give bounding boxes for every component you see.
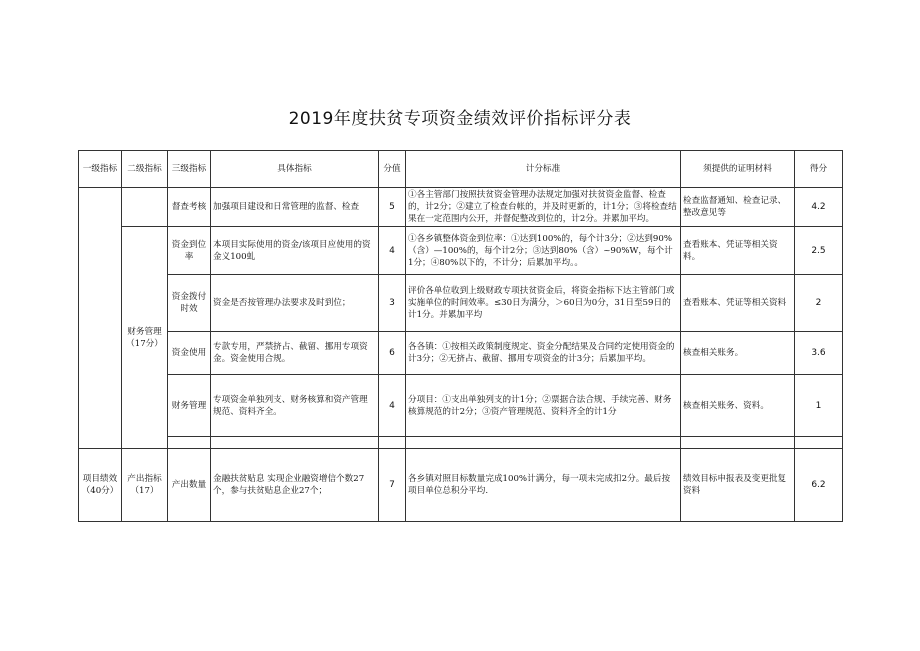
standard-cell: 各乡镇对照目标数量完成100%计满分，每一项未完成扣2分。最后按项目单位总积分平均. xyxy=(406,449,681,522)
level3-cell: 督查考核 xyxy=(168,188,211,227)
evidence-cell: 查看账本、凭证等相关资料 xyxy=(681,275,795,332)
level3-cell: 资金到位率 xyxy=(168,227,211,275)
spacer-row xyxy=(79,437,843,449)
header-points: 分值 xyxy=(379,151,406,188)
evidence-cell: 绩效目标申报表及变更批复资料 xyxy=(681,449,795,522)
level2-group-cell: 财务管理（17分） xyxy=(122,227,168,449)
indicator-cell: 专项资金单独列支、财务核算和资产管理规范、资料齐全。 xyxy=(211,375,379,437)
spacer-cell xyxy=(406,437,681,449)
page-title: 2019年度扶贫专项资金绩效评价指标评分表 xyxy=(288,109,632,129)
header-standard: 计分标准 xyxy=(406,151,681,188)
evidence-cell: 核查相关账务。 xyxy=(681,332,795,375)
standard-cell: ①各主管部门按照扶贫资金管理办法规定加强对扶贫资金监督、检查的，计2分；②建立了检查台帐的，并及时更新的，计1分；③将检查结果在一定范围内公开，并督促整改到位的，计2分。并累加平均。 xyxy=(406,188,681,227)
table-row xyxy=(79,227,843,275)
header-score: 得分 xyxy=(795,151,843,188)
level2-cell-empty xyxy=(122,188,168,227)
points-cell: 6 xyxy=(379,332,406,375)
score-table xyxy=(78,150,843,522)
indicator-cell: 加强项目建设和日常管理的监督、检查 xyxy=(211,188,379,227)
indicator-cell: 资金是否按管理办法要求及时到位； xyxy=(211,275,379,332)
points-cell: 4 xyxy=(379,375,406,437)
indicator-cell: 金融扶贫贴息 实现企业融资增信个数27个，参与扶贫贴息企业27个； xyxy=(211,449,379,522)
header-level3: 三级指标 xyxy=(168,151,211,188)
standard-cell: 各各镇：①按相关政策制度规定、资金分配结果及合同约定使用资金的计3分；②无挤占、截留、挪用专项资金的计3分；后累加平均。 xyxy=(406,332,681,375)
score-cell: 3.6 xyxy=(795,332,843,375)
level1-cell: 项目绩效（40分） xyxy=(79,449,122,522)
points-cell: 4 xyxy=(379,227,406,275)
header-level1: 一级指标 xyxy=(79,151,122,188)
points-cell: 7 xyxy=(379,449,406,522)
header-row xyxy=(79,151,843,188)
spacer-cell xyxy=(795,437,843,449)
points-cell: 3 xyxy=(379,275,406,332)
level3-cell: 产出数量 xyxy=(168,449,211,522)
level3-cell: 资金使用 xyxy=(168,332,211,375)
table-row xyxy=(79,375,843,437)
score-cell: 2.5 xyxy=(795,227,843,275)
indicator-cell: 本项目实际使用的资金/该项目应使用的资金义100虬 xyxy=(211,227,379,275)
table-row xyxy=(79,188,843,227)
header-indicator: 具体指标 xyxy=(211,151,379,188)
header-level2: 二级指标 xyxy=(122,151,168,188)
level2-cell: 产出指标（17） xyxy=(122,449,168,522)
spacer-cell xyxy=(681,437,795,449)
level3-cell: 财务管理 xyxy=(168,375,211,437)
indicator-cell: 专款专用，严禁挤占、截留、挪用专项资金。资金使用合规。 xyxy=(211,332,379,375)
spacer-cell xyxy=(211,437,379,449)
table-row xyxy=(79,332,843,375)
score-cell: 6.2 xyxy=(795,449,843,522)
table-row xyxy=(79,275,843,332)
score-cell: 1 xyxy=(795,375,843,437)
points-cell: 5 xyxy=(379,188,406,227)
standard-cell: 分项目：①支出单独列支的计1分；②票据合法合规、手续完善、财务核算规范的计2分；③资产管理规范、资料齐全的计1分 xyxy=(406,375,681,437)
table-row xyxy=(79,449,843,522)
spacer-cell xyxy=(168,437,211,449)
spacer-cell xyxy=(379,437,406,449)
standard-cell: ①各乡镇整体资金到位率：①达到100%的，每个计3分；②达到90%（含）—100%的，每个计2分；③达到80%（含）~90%W，每个计1分；④80%以下的，不计分；后累加平均。。 xyxy=(406,227,681,275)
header-evidence: 须提供的证明材料 xyxy=(681,151,795,188)
evidence-cell: 核查相关账务、资料。 xyxy=(681,375,795,437)
level3-cell: 资金拨付时效 xyxy=(168,275,211,332)
level1-cell-empty xyxy=(79,188,122,449)
evidence-cell: 检查监督通知、检查记录、整改意见等 xyxy=(681,188,795,227)
standard-cell: 评价各单位收到上级财政专项扶贫资金后，将资金指标下达主管部门或实施单位的时间效率。≤30日为满分，＞60日为0分，31日至59日的计1分。并累加平均 xyxy=(406,275,681,332)
score-cell: 4.2 xyxy=(795,188,843,227)
evidence-cell: 查看账本、凭证等相关资料。 xyxy=(681,227,795,275)
score-cell: 2 xyxy=(795,275,843,332)
